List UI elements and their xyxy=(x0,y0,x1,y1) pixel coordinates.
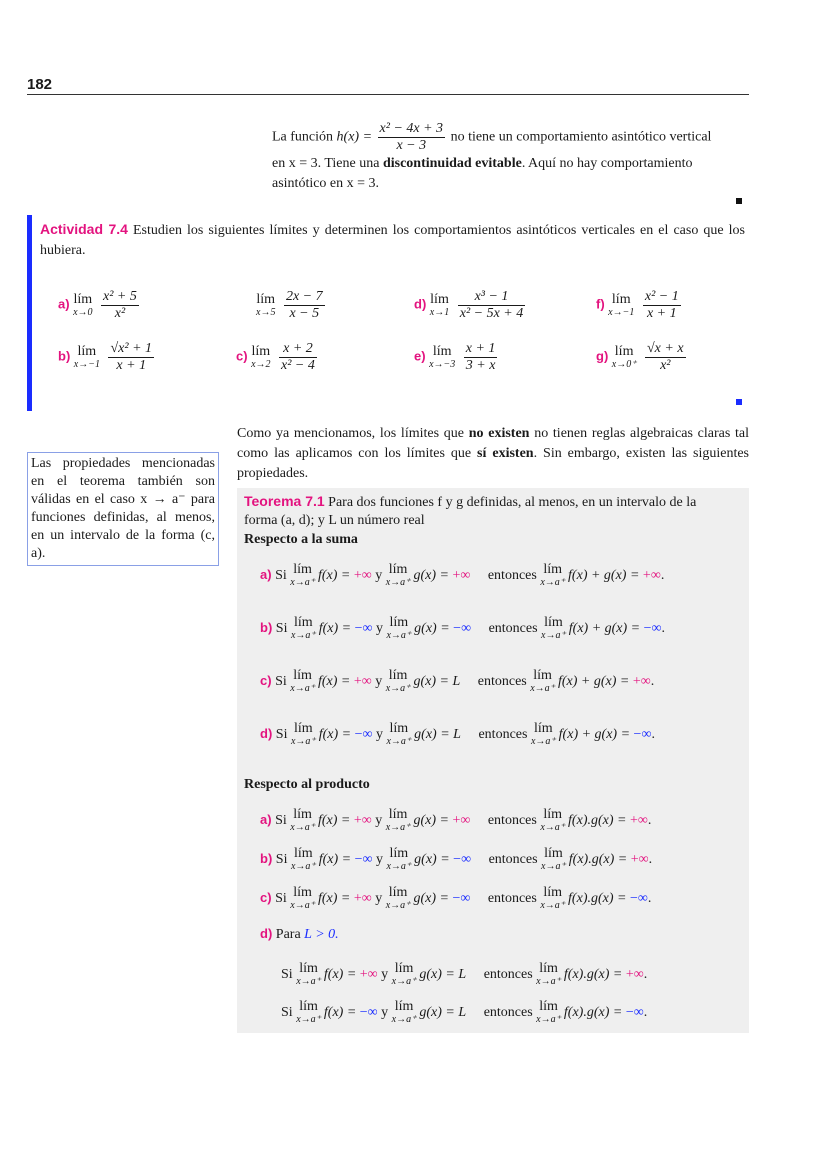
side-note: Las propiedades mencionadas en el teorema también son válidas en el caso x → a⁻ para funciones definidas, al menos, en un intervalo de la forma (c, a). xyxy=(27,452,219,566)
product-row-d-1: Si lím x→a⁺ f(x) = +∞ y lím x→a⁺ g(x) = L entonces lím x→a⁺ f(x).g(x) = +∞. xyxy=(281,961,648,987)
body-paragraph: Como ya mencionamos, los límites que no existen no tienen reglas algebraicas claras tal como las aplicamos con los límites que sí existen. Sin embargo, existen las siguientes propiedades. xyxy=(237,426,750,481)
product-heading: Respecto al producto xyxy=(244,777,370,792)
activity-bar xyxy=(27,215,32,411)
sum-row-a: a) Si lím x→a⁺ f(x) = +∞ y lím x→a⁺ g(x) = +∞ entonces lím x→a⁺ f(x) + g(x) = +∞. xyxy=(260,562,665,588)
activity-text xyxy=(40,219,745,261)
activity-item-g: g) lím x→0⁺ $\frac{√x + x}{\text{x²}}$ xyxy=(596,341,684,373)
theorem-line-2: forma (a, d); y L un número real xyxy=(244,513,425,528)
intro-bold: discontinuidad evitable xyxy=(382,156,522,171)
intro-text-2: no tiene un comportamiento asintótico vertical xyxy=(450,129,712,145)
theorem-intro: Teorema 7.1 Para dos funciones f y g definidas, al menos, en un intervalo de la xyxy=(244,493,697,510)
intro-paragraph xyxy=(272,121,744,194)
sum-row-d: d) Si lím x→a⁺ f(x) = −∞ y lím x→a⁺ g(x) = L entonces lím x→a⁺ f(x) + g(x) = −∞. xyxy=(260,721,655,747)
page-number: 182 xyxy=(27,76,53,93)
product-row-d-2: Si lím x→a⁺ f(x) = −∞ y lím x→a⁺ g(x) = L entonces lím x→a⁺ f(x).g(x) = −∞. xyxy=(281,999,648,1025)
intro-text-4: . Aquí no hay comportamiento xyxy=(521,156,693,171)
header-rule xyxy=(27,94,749,95)
activity-item-f: f) lím x→−1 $\frac{\text{x² − 1}}{x + 1}$ xyxy=(596,289,679,321)
activity-item-c: c) lím x→2 $\frac{x + 2}{\text{x² − 4}}$ xyxy=(236,341,315,373)
intro-text-5: asintótico en x = 3. xyxy=(272,176,380,191)
activity-item-d: d) lím x→1 $\frac{\text{x³ − 1}}{\text{x² − 5x + 4}}$ xyxy=(414,289,524,321)
activity-item-a: a) lím x→0 $\frac{\text{x² + 5}}{\text{x²}}$ xyxy=(58,289,137,321)
product-row-d: d) Para L > 0. xyxy=(260,926,339,942)
activity-item-2: lím x→5 $\frac{2x - 7}{x - 5}$ xyxy=(256,289,323,321)
sum-row-c: c) Si lím x→a⁺ f(x) = +∞ y lím x→a⁺ g(x) = L entonces lím x→a⁺ f(x) + g(x) = +∞. xyxy=(260,668,655,694)
theorem-title: Teorema 7.1 xyxy=(244,493,325,509)
activity-item-b: b) lím x→−1 $\frac{\text{√x² + 1}}{x + 1}$ xyxy=(58,341,153,373)
intro-function-lhs: h(x) = xyxy=(336,129,373,145)
product-row-c: c) Si lím x→a⁺ f(x) = +∞ y lím x→a⁺ g(x) = −∞ entonces lím x→a⁺ f(x).g(x) = −∞. xyxy=(260,885,652,911)
intro-fraction-den: x − 3 xyxy=(378,137,446,154)
intro-text-1: La función xyxy=(272,129,334,145)
intro-fraction-num: x² − 4x + 3 xyxy=(379,121,444,136)
sum-row-b: b) Si lím x→a⁺ f(x) = −∞ y lím x→a⁺ g(x) = −∞ entonces lím x→a⁺ f(x) + g(x) = −∞. xyxy=(260,615,666,641)
product-row-a: a) Si lím x→a⁺ f(x) = +∞ y lím x→a⁺ g(x) = +∞ entonces lím x→a⁺ f(x).g(x) = +∞. xyxy=(260,807,652,833)
product-row-b: b) Si lím x→a⁺ f(x) = −∞ y lím x→a⁺ g(x) = −∞ entonces lím x→a⁺ f(x).g(x) = +∞. xyxy=(260,846,653,872)
intro-text-3: en x = 3. Tiene una xyxy=(272,156,380,171)
activity-title: Actividad 7.4 xyxy=(40,221,128,237)
activity-item-e: e) lím x→−3 $\frac{x + 1}{3 + x}$ xyxy=(414,341,496,373)
activity-description: Estudien los siguientes límites y determinen los comportamientos asintóticos verticales en el caso que los hubiera. xyxy=(40,223,745,258)
sum-heading: Respecto a la suma xyxy=(244,532,358,547)
qed-square xyxy=(736,198,742,204)
intro-fraction xyxy=(378,121,446,154)
activity-end-square xyxy=(736,399,742,405)
